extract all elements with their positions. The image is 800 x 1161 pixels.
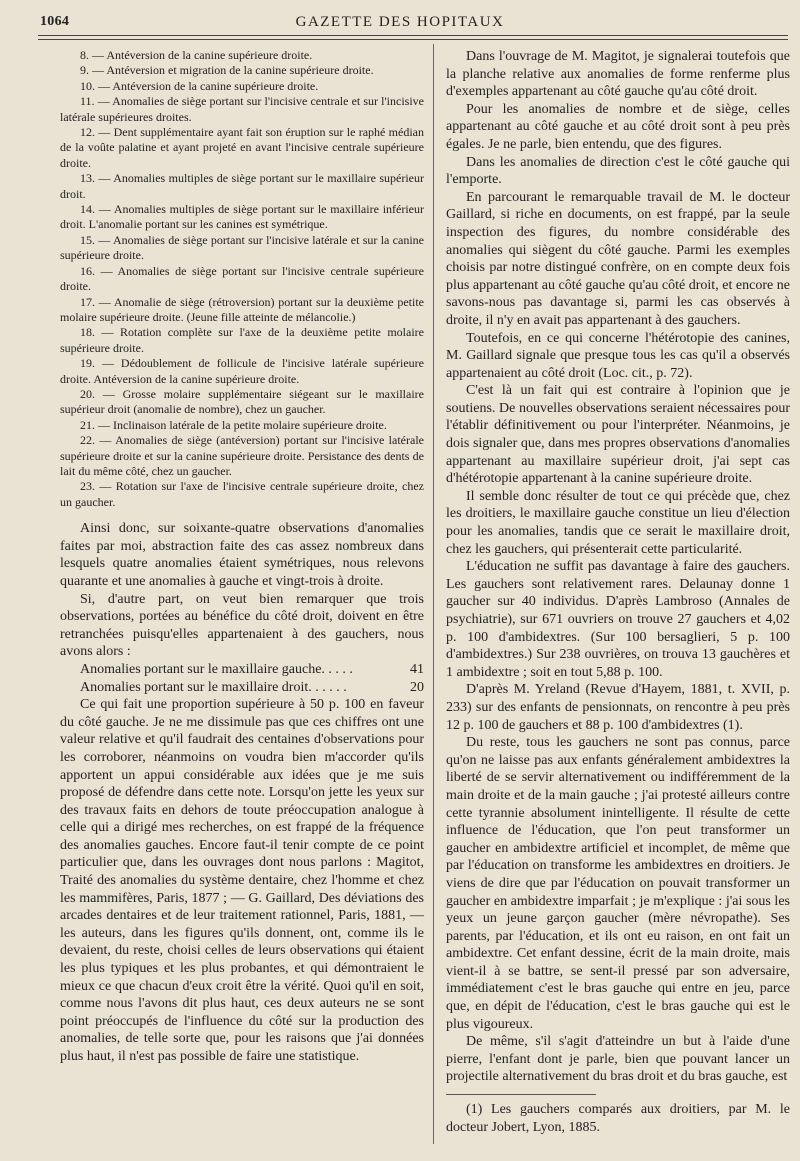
paragraph: De même, s'il s'agit d'atteindre un but à l'aide d'une pierre, l'enfant dont je parle, bien que pouvant lancer un projectile alternativement du bras droit et du bras gauche, est: [446, 1034, 790, 1085]
paragraph: Si, d'autre part, on veut bien remarquer que trois observations, portées au bénéfice du côté droit, doivent en être retranchées puisqu'elles appartenaient à des gauchers, nous avons alors :: [60, 591, 424, 660]
paragraph: Du reste, tous les gauchers ne sont pas connus, parce qu'on ne laisse pas aux enfants généralement ambidextres la liberté de se servir alternativement ou indifféremment de la main droite et de la main gauche ; j'ai protesté ailleurs contre cette tyrannie absolument inintelligente. Il résulte de cette influence de l'éducation, que l'on peut transformer un gaucher en ambidextre artificiel et incomplet, de même que par l'éducation on transforme les ambidextres en droitiers. Je viens de dire que par l'éducation on pouvait transformer un gaucher en ambidextre imparfait ; je m'explique : j'ai sous les yeux un jeune garçon gaucher (mère névropathe). Ses parents, par l'éducation, et ils ont eu raison, en ont fait un ambidextre. Cet enfant dessine, écrit de la main droite, mais vient-il à se battre, se sent-il pressé par son adversaire, immédiatement c'est le bras gauche qui entre en jeu, parce que, en dépit de l'éducation, c'est le bras gauche qui est le plus vigoureux.: [446, 735, 790, 1032]
paragraph: C'est là un fait qui est contraire à l'opinion que je soutiens. De nouvelles observations seraient nécessaires pour l'établir définitivement ou pour l'interpréter. Néanmoins, je dois signaler que, dans mes propres observations d'anomalies appartenant au maxillaire supérieur droit, j'ai sept cas d'hétérotopie appartenant à la canine supérieure droite.: [446, 383, 790, 487]
page-number: 1064: [40, 14, 70, 29]
list-item: 18. — Rotation complète sur l'axe de la deuxième petite molaire supérieure droite.: [60, 325, 424, 355]
list-item: 11. — Anomalies de siège portant sur l'incisive centrale et sur l'incisive latérale supérieures droites.: [60, 94, 424, 124]
right-column: [446, 48, 790, 1136]
observation-list: [60, 48, 424, 510]
paragraph: D'après M. Yreland (Revue d'Hayem, 1881, t. XVII, p. 233) sur des enfants de pensionnats, on rencontre à peu près 12 p. 100 de gauchers et 88 p. 100 d'ambidextres (1).: [446, 682, 790, 733]
paragraph: Toutefois, en ce qui concerne l'hétérotopie des canines, M. Gaillard signale que presque tous les cas qu'il a observés appartenaient au côté droit (Loc. cit., p. 72).: [446, 330, 790, 381]
list-item: 14. — Anomalies multiples de siège portant sur le maxillaire inférieur droit. L'anomalie portant sur les canines est symétrique.: [60, 202, 424, 232]
paragraph: Dans l'ouvrage de M. Magitot, je signalerai toutefois que la planche relative aux anomalies de forme renferme plus d'exemples appartenant au côté gauche qu'au côté droit.: [446, 49, 790, 100]
tally-label: Anomalies portant sur le maxillaire droit. . . . . .: [80, 679, 347, 695]
left-body-text: [60, 520, 424, 661]
journal-title: GAZETTE DES HOPITAUX: [295, 14, 505, 30]
footnote: (1) Les gauchers comparés aux droitiers, par M. le docteur Jobert, Lyon, 1885.: [446, 1102, 790, 1135]
list-item: 15. — Anomalies de siège portant sur l'incisive latérale et sur la canine supérieure droite.: [60, 232, 424, 263]
list-item: 12. — Dent supplémentaire ayant fait son éruption sur le raphé médian de la voûte palatine et ayant projeté en avant l'incisive centrale supérieure droite.: [60, 125, 424, 170]
paragraph: Ainsi donc, sur soixante-quatre observations d'anomalies faites par moi, abstraction faite des cas assez nombreux dans lesquels quatre anomalies étaient symétriques, nous relevons quarante et une anomalies à gauche et vingt-trois à droite.: [60, 521, 424, 589]
list-item: 17. — Anomalie de siège (rétroversion) portant sur la deuxième petite molaire supérieure droite. (Jeune fille atteinte de mélancolie.): [60, 294, 424, 324]
list-item: 10. — Antéversion de la canine supérieure droite.: [80, 78, 319, 93]
tally-value: 41: [410, 661, 424, 677]
list-item: 9. — Antéversion et migration de la canine supérieure droite.: [80, 63, 374, 78]
list-item: 21. — Inclinaison latérale de la petite molaire supérieure droite.: [80, 417, 387, 432]
paragraph: L'éducation ne suffit pas davantage à faire des gauchers. Les gauchers sont relativement rares. Delaunay donne 1 gaucher sur 40 individus. D'après Lambroso (Annales de psychiatrie), sur 671 ouvriers on trouve 27 gauchers et 4,02 p. 100 d'ambidextres. (Sur 100 bersaglieri, 5 p. 100 d'ambidextres.) Sur 238 ouvrières, on trouva 13 gauchères et 1 ambidextre ; soit en tout 5,88 p. 100.: [446, 559, 790, 680]
header-rule: [38, 39, 788, 40]
paragraph: Dans les anomalies de direction c'est le côté gauche qui l'emporte.: [446, 154, 790, 188]
header-rule: [38, 35, 788, 36]
paragraph: Ce qui fait une proportion supérieure à 50 p. 100 en faveur du côté gauche. Je ne me dissimule pas que ces chiffres ont une valeur relative et qu'il faudrait des centaines d'observations pour les corroborer, néanmoins on voudra bien m'accorder qu'ils apportent un appui considérable aux idées que je me suis proposé de défendre dans cette note. Lorsqu'on jette les yeux sur des travaux faits en dehors de toute préoccupation analogue à celle qui a dirigé mes recherches, on est frappé de la fréquence des anomalies gauches. Encore faut-il tenir compte de ce point particulier que, dans les ouvrages dont nous parlons : Magitot, Traité des anomalies du système dentaire, chez l'homme et chez les mammifères, Paris, 1877 ; — G. Gaillard, Des déviations des arcades dentaires et de leur traitement rationnel, Paris, 1881, — les auteurs, dans les figures qu'ils donnent, ont, comme ils le devaient, du reste, choisi celles de leurs observations qui étaient les plus typiques et les plus probantes, et qui démontraient le mieux ce que chacun d'eux croit être la vérité. Quoi qu'il en soit, comme nous l'avons dit plus haut, ces deux auteurs ne se sont point préoccupés de l'influence du côté sur la production des anomalies, de telle sorte que, pour les raisons que j'ai données plus haut, il n'est pas possible de faire une statistique.: [60, 697, 424, 1064]
tally-value: 20: [410, 679, 424, 695]
left-column: [60, 48, 424, 1066]
column-divider: [433, 44, 434, 1144]
page-header: [0, 0, 800, 40]
tally-row: [60, 679, 424, 697]
footnote-rule: [446, 1094, 596, 1095]
list-item: 13. — Anomalies multiples de siège portant sur le maxillaire supérieur droit.: [60, 171, 424, 201]
tally-label: Anomalies portant sur le maxillaire gauche. . . . .: [80, 661, 353, 677]
tally-row: [60, 661, 424, 679]
list-item: 23. — Rotation sur l'axe de l'incisive centrale supérieure droite, chez un gaucher.: [60, 479, 424, 509]
tally-table: [60, 661, 424, 696]
paragraph: Pour les anomalies de nombre et de siège, celles appartenant au côté gauche et au côté droit sont à peu près égales. Je ne parle, bien entendu, que des figures.: [446, 101, 790, 152]
list-item: 20. — Grosse molaire supplémentaire siégeant sur le maxillaire supérieur droit (anomalie de nombre), chez un gaucher.: [60, 386, 424, 417]
list-item: 19. — Dédoublement de follicule de l'incisive latérale supérieure droite. Antéversion de la canine supérieure droite.: [60, 356, 424, 386]
list-item: 16. — Anomalies de siège portant sur l'incisive centrale supérieure droite.: [60, 263, 424, 294]
paragraph: Il semble donc résulter de tout ce qui précède que, chez les droitiers, le maxillaire gauche constitue un lieu d'élection pour les anomalies, tandis que ce serait le maxillaire droit, chez les gauchers, qui présenterait cette particularité.: [446, 488, 790, 557]
left-body-text-continued: [60, 696, 424, 1065]
list-item: 8. — Antéversion de la canine supérieure droite.: [80, 48, 313, 62]
list-item: 22. — Anomalies de siège (antéversion) portant sur l'incisive latérale supérieure droite et sur la canine supérieure droite. Persistance des dents de lait du même côté, chez un gaucher.: [60, 433, 424, 478]
right-body-text: [446, 48, 790, 1086]
paragraph: En parcourant le remarquable travail de M. le docteur Gaillard, si riche en documents, on est frappé, par la seule inspection des figures, du nombre considérable des anomalies qui siègent du côté gauche. Parmi les exemples choisis par notre distingué confrère, on en compte deux fois plus appartenant au côté gauche qu'au côté droit, et encore ne savons-nous pas davantage si, parmi les cas observés à droite, il n'y en avait pas appartenant à des gauchers.: [446, 189, 790, 328]
